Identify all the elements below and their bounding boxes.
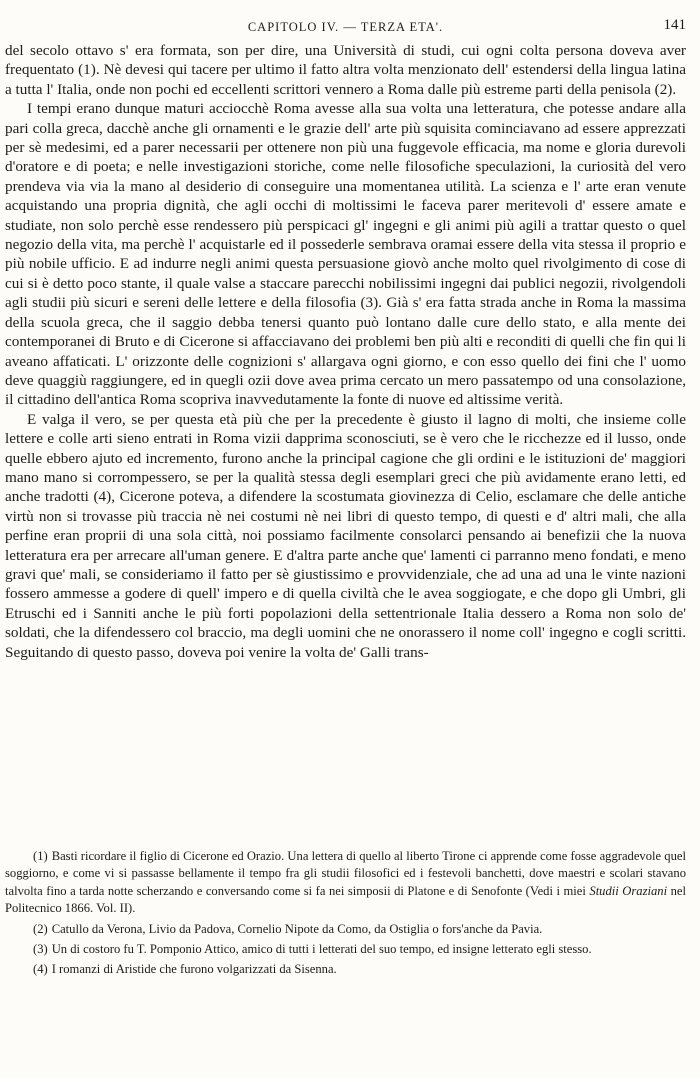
- footnote-text: I romanzi di Aristide che furono volgarizzati da Sisenna.: [51, 962, 337, 977]
- footnote-mark: (3): [33, 942, 48, 957]
- footnote-text: Basti ricordare il figlio di Cicerone ed Orazio. Una lettera di quello al liberto Tirone ci apprende come fosse aggradevole quel soggiorno, e come vi si passasse bellamente il tempo fra gli studii filosofici ed i festevoli banchetti, dove maestri e scolari stavano talvolta fino a tarda notte scherzando e conversando come si fa nei simposii di Platone e di Senofonte (Vedi i miei: [5, 849, 686, 898]
- footnote: [5, 848, 686, 918]
- footnote: [5, 961, 686, 978]
- footnote-text-after: nel Politecnico 1866. Vol. II).: [5, 883, 686, 916]
- running-title: CAPITOLO IV. — TERZA ETA'.: [247, 20, 444, 34]
- body-text: [5, 41, 686, 662]
- paragraph: del secolo ottavo s' era formata, son per dire, una Università di studi, cui ogni colta persona doveva aver frequentato (1). Nè devesi qui tacere per ultimo il fatto altra volta menzionato dell' estendersi della lingua latina a tutta l' Italia, onde non pochi ed eccellenti scrittori vennero a Roma dalle più estreme parti della penisola (2).: [5, 42, 686, 98]
- footnote-mark: (1): [33, 849, 48, 863]
- footnote-text: Catullo da Verona, Livio da Padova, Cornelio Nipote da Como, da Ostiglia o fors'anche da Pavia.: [51, 921, 543, 936]
- footnote-mark: (4): [33, 962, 48, 977]
- footnote-italic-title: Studii Oraziani: [589, 883, 668, 898]
- footnote-text: Un di costoro fu T. Pomponio Attico, amico di tutti i letterati del suo tempo, ed insigne letterato egli stesso.: [51, 942, 592, 957]
- footnote: [5, 921, 686, 938]
- page-number: 141: [663, 17, 686, 33]
- running-head: [5, 16, 686, 40]
- footnote-mark: (2): [33, 921, 48, 936]
- footnotes: [5, 848, 686, 982]
- paragraph: I tempi erano dunque maturi acciocchè Roma avesse alla sua volta una letteratura, che potesse andare alla pari colla greca, dacchè anche gli ornamenti e le grazie dell' arte più squisita cominciavano ad essere apprezzati per sè medesimi, ed a parer necessarii per ottenere non più una fuggevole efficacia, ma nome e gloria durevoli d'oratore e di poeta; e nelle investigazioni storiche, come nelle filosofiche speculazioni, la curiosità del vero prendeva via via la mano al desiderio di conseguire una momentanea utilità. La scienza e l' arte eran venute acquistando una propria dignità, che agli occhi di moltissimi le faceva parer meritevoli d' essere amate e studiate, non solo perchè esse rendessero più perspicaci gl' ingegni e gli animi più agili a trattar questo o quel negozio della vita, ma perchè l' acquistarle ed il possederle sembrava oramai essere della vita stessa il proprio e più nobile ufficio. E ad indurre negli animi questa persuasione giovò anche molto quel rivolgimento di cose di cui si è detto poco stante, il quale valse a staccare parecchi nobilissimi ingegni dai publici negozii, rivolgendoli agli studii più sicuri e sereni delle lettere e della filosofia (3). Già s' era fatta strada anche in Roma la massima della scuola greca, che il saggio debba tenersi quanto può lontano dalle cure dello stato, e alla mente dei contemporanei di Bruto e di Cicerone si affacciavano dei problemi ben più alti e reconditi di quelli che fin qui li aveano affaticati. L' orizzonte delle cognizioni s' allargava ogni giorno, e con esso quello dei fini che l' uomo deve quaggiù raggiungere, ed in quegli ozii dove avea prima cercato un mero passatempo od una consolazione, il cittadino dell'antica Roma scopriva inavvedutamente la fonte di nuove ed altissime verità.: [5, 100, 686, 409]
- footnote: [5, 941, 686, 958]
- paragraph: E valga il vero, se per questa età più che per la precedente è giusto il lagno di molti, che insieme colle lettere e colle arti sieno entrati in Roma vizii dapprima sconosciuti, se è vero che le ricchezze ed il lusso, onde quelle ebbero ajuto ed incremento, furono anche la principal cagione che gli ordini e le istituzioni de' maggiori mano mano si corrompessero, se per la qualità stessa degli esemplari greci che più avidamente erano letti, ed anche tradotti (4), Cicerone poteva, a difendere la scostumata giovinezza di Celio, esclamare che delle antiche virtù non si trovasse più traccia nè nei costumi nè nei libri di questo tempo, di questi e d' altri mali, che alla perfine eran proprii di una sola città, noi possiamo facilmente consolarci pensando ai benefizii che la nuova letteratura era per arrecare all'uman genere. E d'altra parte anche que' lamenti ci parranno meno fondati, e meno gravi que' mali, se consideriamo il fatto per sè giustissimo e provvidenziale, che ad una ad una le vinte nazioni fossero ammesse a godere di quell' impero e di quella civiltà che le avea soggiogate, e che dopo gli Umbri, gli Etruschi ed i Sanniti anche le più forti popolazioni della settentrionale Italia dessero a Roma non solo de' soldati, che la difendessero col braccio, ma degli uomini che ne onorassero il nome coll' ingegno e cogli scritti. Seguitando di questo passo, doveva poi venire la volta de' Galli trans-: [5, 410, 686, 661]
